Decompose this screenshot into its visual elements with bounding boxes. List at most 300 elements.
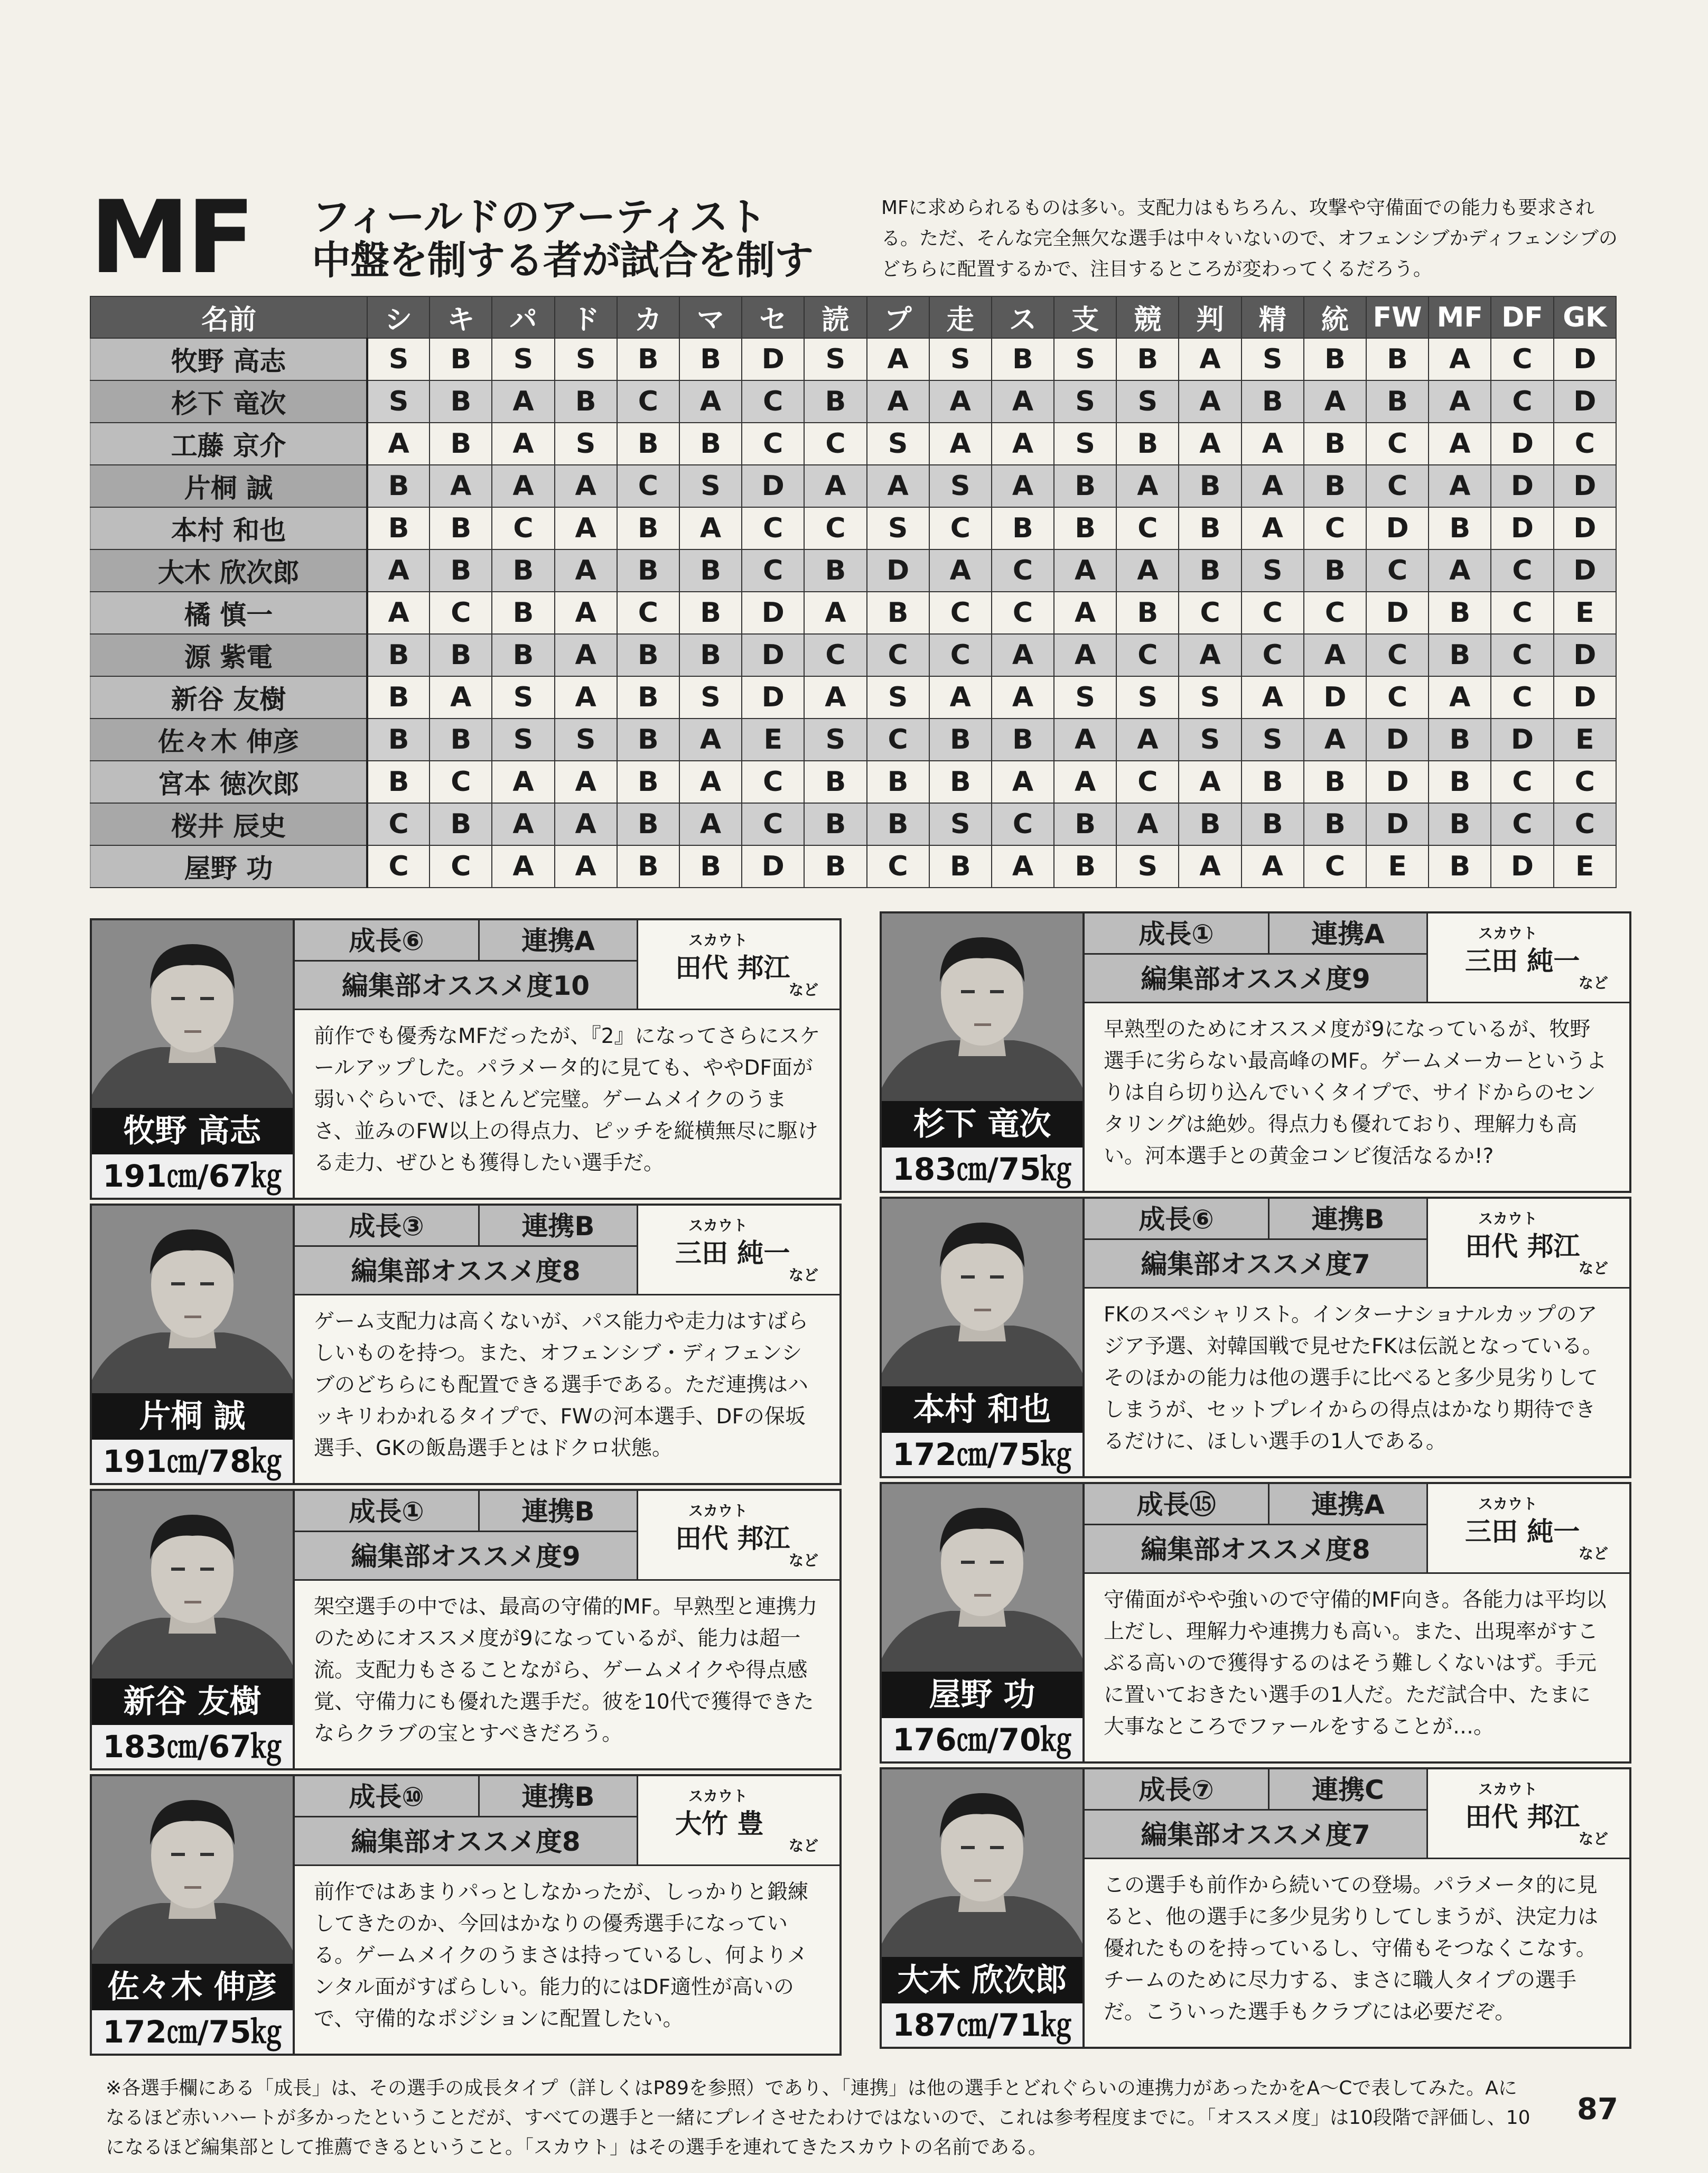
- rating-cell: A: [1242, 845, 1304, 888]
- rating-cell: S: [492, 338, 554, 380]
- player-card: [880, 1767, 1631, 2049]
- rating-cell: A: [1054, 549, 1116, 592]
- rating-cell: B: [367, 761, 430, 803]
- rating-cell: C: [1491, 761, 1553, 803]
- rating-cell: D: [1554, 634, 1616, 676]
- rating-cell: A: [929, 676, 992, 719]
- rating-cell: D: [1366, 592, 1429, 634]
- rating-cell: C: [430, 761, 492, 803]
- coop-label: 連携A: [480, 920, 638, 962]
- rating-cell: C: [804, 507, 866, 549]
- rating-cell: B: [430, 507, 492, 549]
- rating-cell: C: [992, 803, 1054, 845]
- rating-cell: D: [742, 845, 804, 888]
- scout-etc: など: [788, 1266, 818, 1284]
- page-number: 87: [1577, 2092, 1618, 2127]
- scout-box: [1428, 913, 1629, 1003]
- player-description: 前作でも優秀なMFだったが、『2』になってさらにスケールアップした。パラメータ的に見ても、ややDF面が弱いぐらいで、ほとんど完璧。ゲームメイクのうまさ、並みのFW以上の得点力、ピッチを縦横無尽に駆ける走力、ぜひとも獲得したい選手だ。: [314, 1024, 820, 1175]
- rating-cell: C: [742, 549, 804, 592]
- rating-cell: A: [1242, 507, 1304, 549]
- recommend-label: 編集部オススメ度7: [1085, 1811, 1428, 1859]
- rating-cell: B: [1429, 845, 1491, 888]
- column-header: ス: [992, 296, 1054, 338]
- scout-caption: スカウト: [1478, 1495, 1538, 1513]
- rating-cell: A: [804, 592, 866, 634]
- rating-cell: C: [617, 592, 679, 634]
- rating-cell: S: [492, 676, 554, 719]
- player-name-cell: 桜井 辰史: [90, 803, 367, 845]
- rating-cell: C: [430, 592, 492, 634]
- coop-label: 連携C: [1270, 1769, 1428, 1811]
- rating-cell: B: [1304, 761, 1366, 803]
- rating-cell: A: [1054, 634, 1116, 676]
- rating-cell: A: [1054, 592, 1116, 634]
- rating-cell: S: [679, 465, 742, 507]
- player-height-weight: 176㎝/70㎏: [882, 1718, 1082, 1761]
- rating-cell: S: [1054, 338, 1116, 380]
- scout-etc: など: [788, 981, 818, 999]
- rating-cell: C: [430, 845, 492, 888]
- player-name: 片桐 誠: [92, 1393, 293, 1440]
- rating-cell: A: [1116, 549, 1179, 592]
- rating-cell: B: [679, 338, 742, 380]
- scout-box: [1428, 1484, 1629, 1574]
- rating-cell: A: [992, 845, 1054, 888]
- column-header: 競: [1116, 296, 1179, 338]
- rating-cell: B: [1304, 803, 1366, 845]
- rating-cell: C: [1116, 507, 1179, 549]
- rating-cell: B: [1054, 845, 1116, 888]
- column-header: セ: [742, 296, 804, 338]
- player-height-weight: 183㎝/75㎏: [882, 1148, 1082, 1191]
- card-info-grid: [295, 1776, 839, 1866]
- player-description: 架空選手の中では、最高の守備的MF。早熟型と連携力のためにオススメ度が9になっているが、能力は超一流。支配力もさることながら、ゲームメイクや得点感覚、守備力にも優れた選手だ。彼を10代で獲得できたならクラブの宝とすべきだろう。: [314, 1595, 818, 1746]
- column-header: ド: [555, 296, 617, 338]
- rating-cell: B: [867, 803, 929, 845]
- table-row: [90, 719, 1616, 761]
- table-row: [90, 338, 1616, 380]
- player-name-cell: 杉下 竜次: [90, 380, 367, 423]
- column-header: 走: [929, 296, 992, 338]
- player-description: FKのスペシャリスト。インターナショナルカップのアジア予選、対韓国戦で見せたFKは伝説となっている。そのほかの能力は他の選手に比べると多少見劣りしてしまうが、セットプレイからの得点はかなり期待できるだけに、ほしい選手の1人である。: [1104, 1303, 1603, 1453]
- rating-cell: C: [1554, 761, 1616, 803]
- rating-cell: A: [1429, 676, 1491, 719]
- rating-cell: D: [1366, 507, 1429, 549]
- rating-cell: B: [679, 592, 742, 634]
- rating-cell: B: [492, 592, 554, 634]
- rating-cell: S: [929, 803, 992, 845]
- player-portrait: [92, 920, 295, 1198]
- rating-cell: B: [1429, 592, 1491, 634]
- recommend-label: 編集部オススメ度7: [1085, 1240, 1428, 1289]
- rating-cell: D: [1366, 803, 1429, 845]
- rating-cell: A: [555, 465, 617, 507]
- rating-cell: C: [1242, 592, 1304, 634]
- rating-cell: A: [492, 380, 554, 423]
- rating-cell: B: [617, 338, 679, 380]
- scout-caption: スカウト: [688, 931, 748, 949]
- player-card: [90, 1489, 842, 1770]
- rating-cell: S: [1242, 549, 1304, 592]
- rating-cell: C: [1304, 845, 1366, 888]
- rating-cell: C: [1491, 676, 1553, 719]
- rating-cell: B: [679, 845, 742, 888]
- card-info-grid: [1085, 1199, 1629, 1289]
- rating-cell: D: [742, 634, 804, 676]
- rating-cell: S: [1179, 719, 1241, 761]
- scout-name: 田代 邦江: [675, 1523, 790, 1554]
- column-header: シ: [367, 296, 430, 338]
- table-row: [90, 507, 1616, 549]
- player-portrait: [92, 1491, 295, 1768]
- rating-cell: C: [1366, 549, 1429, 592]
- rating-cell: A: [367, 423, 430, 465]
- rating-cell: S: [367, 338, 430, 380]
- rating-cell: A: [555, 634, 617, 676]
- rating-cell: B: [492, 634, 554, 676]
- rating-cell: B: [617, 507, 679, 549]
- rating-cell: A: [867, 380, 929, 423]
- rating-cell: B: [804, 845, 866, 888]
- rating-cell: S: [1054, 676, 1116, 719]
- rating-cell: S: [804, 719, 866, 761]
- rating-cell: D: [1491, 465, 1553, 507]
- column-header: MF: [1429, 296, 1491, 338]
- rating-cell: B: [929, 719, 992, 761]
- rating-cell: B: [617, 676, 679, 719]
- scout-etc: など: [788, 1552, 818, 1569]
- rating-cell: A: [492, 761, 554, 803]
- rating-cell: A: [492, 845, 554, 888]
- scout-etc: など: [788, 1837, 818, 1854]
- scout-caption: スカウト: [1478, 1780, 1538, 1798]
- rating-cell: C: [367, 803, 430, 845]
- scout-box: [638, 1776, 839, 1866]
- rating-cell: B: [867, 761, 929, 803]
- rating-cell: A: [992, 423, 1054, 465]
- player-description: ゲーム支配力は高くないが、パス能力や走力はすばらしいものを持つ。また、オフェンシブ・ディフェンシブのどちらにも配置できる選手である。ただ連携はハッキリわかれるタイプで、FWの河本選手、DFの保坂選手、GKの飯島選手とはドクロ状態。: [314, 1310, 809, 1460]
- rating-cell: S: [1116, 845, 1179, 888]
- rating-cell: C: [929, 507, 992, 549]
- rating-cell: C: [617, 465, 679, 507]
- rating-cell: A: [804, 465, 866, 507]
- rating-cell: E: [1554, 592, 1616, 634]
- scout-name: 大竹 豊: [675, 1808, 764, 1839]
- rating-cell: B: [1179, 549, 1241, 592]
- rating-cell: A: [867, 338, 929, 380]
- table-row: [90, 549, 1616, 592]
- column-header: 支: [1054, 296, 1116, 338]
- rating-cell: S: [1116, 676, 1179, 719]
- player-height-weight: 187㎝/71㎏: [882, 2003, 1082, 2047]
- rating-cell: C: [1491, 549, 1553, 592]
- rating-cell: A: [1116, 803, 1179, 845]
- rating-cell: C: [1179, 592, 1241, 634]
- card-info-grid: [295, 1491, 839, 1581]
- rating-cell: D: [1304, 676, 1366, 719]
- intro-text: MFに求められるものは多い。支配力はもちろん、攻撃や守備面での能力も要求される。ただ、そんな完全無欠な選手は中々いないので、オフェンシブかディフェンシブのどちらに配置するかで、注目するところが変わってくるだろう。: [881, 197, 1618, 280]
- rating-cell: B: [492, 549, 554, 592]
- rating-cell: C: [929, 592, 992, 634]
- player-card: [90, 1774, 842, 2056]
- rating-cell: A: [992, 380, 1054, 423]
- rating-cell: B: [1429, 803, 1491, 845]
- player-name: 大木 欣次郎: [882, 1957, 1082, 2003]
- rating-cell: A: [1304, 380, 1366, 423]
- growth-label: 成長⑦: [1085, 1769, 1270, 1811]
- player-portrait: [882, 1769, 1085, 2047]
- rating-cell: A: [1429, 338, 1491, 380]
- rating-cell: B: [430, 549, 492, 592]
- rating-cell: E: [1554, 845, 1616, 888]
- growth-label: 成長⑩: [295, 1776, 480, 1817]
- rating-cell: B: [1116, 423, 1179, 465]
- rating-cell: C: [929, 634, 992, 676]
- player-height-weight: 172㎝/75㎏: [882, 1433, 1082, 1476]
- rating-cell: A: [1429, 465, 1491, 507]
- growth-label: 成長③: [295, 1206, 480, 1247]
- recommend-label: 編集部オススメ度9: [1085, 955, 1428, 1003]
- rating-cell: E: [742, 719, 804, 761]
- table-header-row: [90, 296, 1616, 338]
- rating-cell: A: [679, 761, 742, 803]
- rating-cell: S: [555, 423, 617, 465]
- scout-caption: スカウト: [1478, 925, 1538, 942]
- player-stats-table: [90, 296, 1617, 888]
- rating-cell: C: [742, 761, 804, 803]
- rating-cell: A: [1179, 423, 1241, 465]
- column-header: パ: [492, 296, 554, 338]
- rating-cell: A: [1242, 465, 1304, 507]
- rating-cell: A: [679, 380, 742, 423]
- card-info-grid: [295, 920, 839, 1010]
- rating-cell: A: [1429, 423, 1491, 465]
- player-name-cell: 大木 欣次郎: [90, 549, 367, 592]
- rating-cell: B: [617, 845, 679, 888]
- rating-cell: D: [742, 676, 804, 719]
- footnote: ※各選手欄にある「成長」は、その選手の成長タイプ（詳しくはP89を参照）であり、「連携」は他の選手とどれぐらいの連携力があったかをA〜Cで表してみた。Aになるほど赤いハートが多かったということだが、すべての選手と一緒にプレイさせたわけではないので、これは参考程度までに。「オススメ度」は10段階で評価し、10になるほど編集部として推薦できるということ。「スカウト」はその選手を連れてきたスカウトの名前である。: [106, 2077, 1530, 2158]
- rating-cell: D: [1554, 380, 1616, 423]
- scout-name: 田代 邦江: [675, 953, 790, 983]
- rating-cell: A: [1116, 719, 1179, 761]
- rating-cell: B: [617, 719, 679, 761]
- rating-cell: B: [1304, 465, 1366, 507]
- column-header: GK: [1554, 296, 1616, 338]
- rating-cell: B: [1304, 338, 1366, 380]
- column-header: キ: [430, 296, 492, 338]
- rating-cell: B: [617, 634, 679, 676]
- player-portrait: [882, 1199, 1085, 1476]
- rating-cell: A: [555, 845, 617, 888]
- rating-cell: S: [867, 507, 929, 549]
- player-name-cell: 工藤 京介: [90, 423, 367, 465]
- rating-cell: B: [929, 761, 992, 803]
- rating-cell: C: [1366, 423, 1429, 465]
- rating-cell: A: [492, 465, 554, 507]
- player-name-cell: 橘 慎一: [90, 592, 367, 634]
- rating-cell: A: [1179, 380, 1241, 423]
- player-name-cell: 源 紫電: [90, 634, 367, 676]
- subtitle-line-2: 中盤を制する者が試合を制す: [312, 238, 813, 283]
- rating-cell: A: [430, 676, 492, 719]
- rating-cell: B: [430, 338, 492, 380]
- rating-cell: C: [867, 845, 929, 888]
- table-row: [90, 634, 1616, 676]
- column-header: 統: [1304, 296, 1366, 338]
- growth-label: 成長⑥: [295, 920, 480, 962]
- scout-caption: スカウト: [688, 1787, 748, 1805]
- rating-cell: A: [1179, 761, 1241, 803]
- rating-cell: B: [804, 761, 866, 803]
- player-height-weight: 183㎝/67㎏: [92, 1725, 293, 1768]
- rating-cell: D: [742, 592, 804, 634]
- table-row: [90, 592, 1616, 634]
- rating-cell: A: [1054, 719, 1116, 761]
- rating-cell: A: [992, 676, 1054, 719]
- player-description: 早熟型のためにオススメ度が9になっているが、牧野選手に劣らない最高峰のMF。ゲームメーカーというよりは自ら切り込んでいくタイプで、サイドからのセンタリングは絶妙。得点力も優れており、理解力も高い。河本選手との黄金コンビ復活なるか!?: [1104, 1018, 1607, 1168]
- rating-cell: B: [679, 423, 742, 465]
- rating-cell: D: [1554, 507, 1616, 549]
- player-height-weight: 191㎝/78㎏: [92, 1440, 293, 1483]
- rating-cell: D: [1554, 549, 1616, 592]
- coop-label: 連携A: [1270, 1484, 1428, 1525]
- player-portrait: [92, 1776, 295, 2054]
- rating-cell: A: [804, 676, 866, 719]
- rating-cell: C: [742, 507, 804, 549]
- rating-cell: A: [679, 719, 742, 761]
- rating-cell: B: [367, 676, 430, 719]
- rating-cell: A: [1116, 465, 1179, 507]
- rating-cell: D: [1366, 719, 1429, 761]
- scout-caption: スカウト: [688, 1502, 748, 1519]
- column-header: プ: [867, 296, 929, 338]
- rating-cell: C: [367, 845, 430, 888]
- player-name-cell: 宮本 徳次郎: [90, 761, 367, 803]
- column-header: 精: [1242, 296, 1304, 338]
- rating-cell: D: [1366, 761, 1429, 803]
- rating-cell: E: [1366, 845, 1429, 888]
- rating-cell: A: [1304, 719, 1366, 761]
- rating-cell: B: [992, 719, 1054, 761]
- recommend-label: 編集部オススメ度9: [295, 1532, 638, 1581]
- rating-cell: A: [1179, 338, 1241, 380]
- rating-cell: C: [1366, 676, 1429, 719]
- rating-cell: B: [367, 634, 430, 676]
- rating-cell: A: [555, 676, 617, 719]
- rating-cell: B: [430, 423, 492, 465]
- rating-cell: S: [929, 465, 992, 507]
- rating-cell: E: [1554, 719, 1616, 761]
- rating-cell: B: [1304, 423, 1366, 465]
- rating-cell: C: [1491, 592, 1553, 634]
- player-description: この選手も前作から続いての登場。パラメータ的に見ると、他の選手に多少見劣りしてしまうが、決定力は優れたものを持っているし、守備もそつなくこなす。チームのために尽力する、まさに職人タイプの選手だ。こういった選手もクラブには必要だぞ。: [1104, 1873, 1599, 2024]
- column-header: 読: [804, 296, 866, 338]
- rating-cell: B: [804, 803, 866, 845]
- player-portrait: [92, 1206, 295, 1483]
- player-name-cell: 牧野 高志: [90, 338, 367, 380]
- scout-etc: など: [1578, 1545, 1608, 1562]
- table-row: [90, 423, 1616, 465]
- rating-cell: B: [430, 803, 492, 845]
- rating-cell: S: [1116, 380, 1179, 423]
- scout-caption: スカウト: [688, 1217, 748, 1234]
- player-name-cell: 新谷 友樹: [90, 676, 367, 719]
- scout-box: [1428, 1199, 1629, 1289]
- rating-cell: C: [804, 634, 866, 676]
- rating-cell: B: [555, 380, 617, 423]
- rating-cell: C: [867, 634, 929, 676]
- rating-cell: B: [367, 719, 430, 761]
- rating-cell: B: [617, 549, 679, 592]
- rating-cell: C: [867, 719, 929, 761]
- rating-cell: C: [1554, 423, 1616, 465]
- scout-name: 田代 邦江: [1465, 1802, 1580, 1832]
- player-name-cell: 佐々木 伸彦: [90, 719, 367, 761]
- card-info-grid: [1085, 1484, 1629, 1574]
- rating-cell: C: [1366, 634, 1429, 676]
- rating-cell: B: [1429, 507, 1491, 549]
- rating-cell: B: [1179, 803, 1241, 845]
- rating-cell: A: [1179, 845, 1241, 888]
- rating-cell: A: [430, 465, 492, 507]
- rating-cell: B: [992, 338, 1054, 380]
- rating-cell: A: [929, 549, 992, 592]
- player-card: [90, 918, 842, 1200]
- rating-cell: S: [492, 719, 554, 761]
- recommend-label: 編集部オススメ度10: [295, 962, 638, 1010]
- rating-cell: A: [555, 761, 617, 803]
- player-name: 新谷 友樹: [92, 1678, 293, 1725]
- player-name: 杉下 竜次: [882, 1101, 1082, 1148]
- rating-cell: C: [742, 423, 804, 465]
- rating-cell: B: [1366, 380, 1429, 423]
- player-height-weight: 191㎝/67㎏: [92, 1154, 293, 1198]
- player-description: 守備面がやや強いので守備的MF向き。各能力は平均以上だし、理解力や連携力も高い。また、出現率がすこぶる高いので獲得するのはそう難しくないはず。手元に置いておきたい選手の1人だ。ただ試合中、たまに大事なところでファールをすることが…。: [1104, 1588, 1607, 1739]
- rating-cell: B: [430, 719, 492, 761]
- coop-label: 連携B: [480, 1206, 638, 1247]
- table-row: [90, 845, 1616, 888]
- rating-cell: A: [492, 803, 554, 845]
- rating-cell: C: [804, 423, 866, 465]
- column-header-name: 名前: [90, 296, 367, 338]
- scout-etc: など: [1578, 974, 1608, 992]
- growth-label: 成長⑥: [1085, 1199, 1270, 1240]
- scout-box: [638, 1206, 839, 1295]
- rating-cell: B: [1242, 803, 1304, 845]
- rating-cell: S: [867, 423, 929, 465]
- player-portrait: [882, 1484, 1085, 1761]
- scout-etc: など: [1578, 1830, 1608, 1848]
- rating-cell: B: [1429, 719, 1491, 761]
- rating-cell: A: [679, 803, 742, 845]
- rating-cell: C: [1491, 338, 1553, 380]
- rating-cell: B: [617, 803, 679, 845]
- rating-cell: D: [1491, 719, 1553, 761]
- rating-cell: D: [1491, 423, 1553, 465]
- scout-etc: など: [1578, 1260, 1608, 1277]
- rating-cell: S: [929, 338, 992, 380]
- rating-cell: B: [1304, 549, 1366, 592]
- rating-cell: D: [1491, 507, 1553, 549]
- table-row: [90, 803, 1616, 845]
- player-portrait: [882, 913, 1085, 1191]
- rating-cell: C: [1554, 803, 1616, 845]
- rating-cell: C: [1491, 380, 1553, 423]
- player-description: 前作ではあまりパっとしなかったが、しっかりと鍛練してきたのか、今回はかなりの優秀選手になっている。ゲームメイクのうまさは持っているし、何よりメンタル面がすばらしい。能力的にはDF適性が高いので、守備的なポジションに配置したい。: [314, 1880, 809, 2031]
- player-card: [880, 1482, 1631, 1764]
- rating-cell: C: [992, 592, 1054, 634]
- rating-cell: B: [1242, 380, 1304, 423]
